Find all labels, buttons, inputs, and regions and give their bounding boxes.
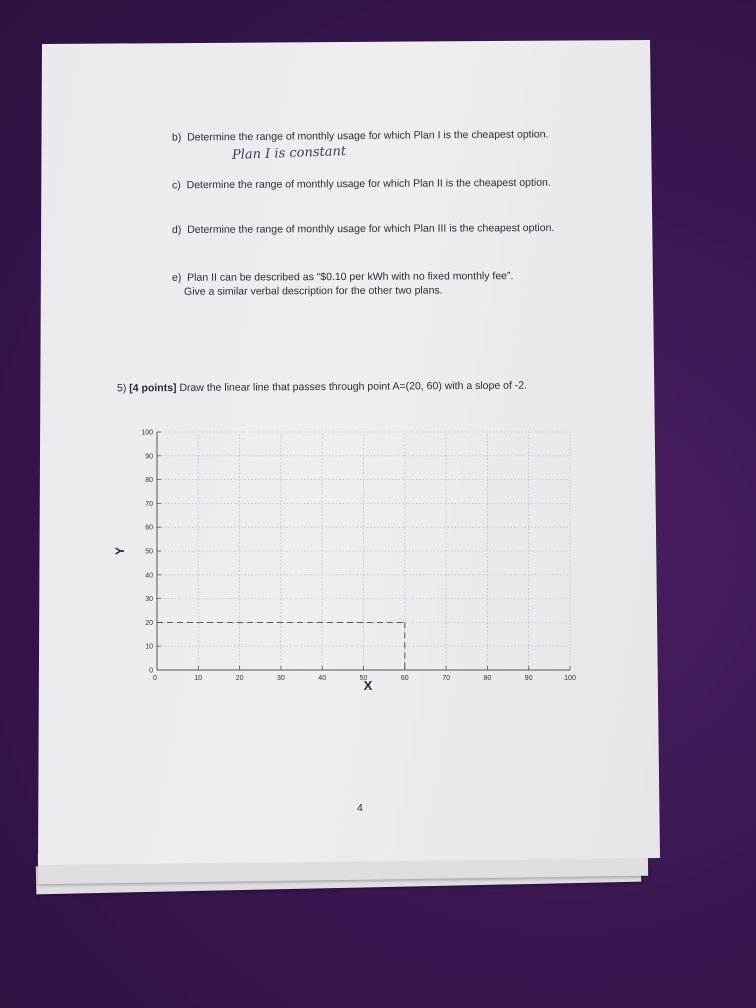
y-tick-label: 80 (145, 477, 153, 485)
problem-5-number: 5) (116, 382, 127, 395)
y-tick-label: 60 (145, 524, 153, 532)
x-tick-label: 30 (277, 675, 285, 682)
y-axis-label: Y (113, 546, 127, 556)
question-e-letter: e) (171, 271, 182, 284)
x-tick-label: 60 (400, 675, 409, 682)
question-c-letter: c) (171, 179, 181, 192)
y-tick-label: 100 (141, 429, 153, 437)
y-tick-label: 50 (145, 548, 153, 556)
question-b-letter: b) (171, 131, 182, 144)
x-tick-label: 40 (318, 675, 327, 682)
question-e-line1: Plan II can be described as “$0.10 per kWh with no fixed monthly fee”. (187, 270, 514, 284)
x-tick-label: 100 (564, 675, 576, 682)
x-tick-label: 20 (235, 675, 244, 682)
y-tick-label: 40 (145, 572, 153, 580)
question-d-text: Determine the range of monthly usage for which Plan III is the cheapest option. (187, 221, 555, 236)
tick-labels (141, 430, 576, 683)
x-tick-label: 70 (442, 675, 450, 682)
problem-5-points: [4 points] (129, 382, 177, 395)
question-d-letter: d) (171, 223, 182, 237)
y-tick-label: 20 (145, 619, 153, 627)
page-number: 4 (357, 802, 363, 814)
y-tick-label: 10 (145, 643, 153, 651)
x-tick-label: 80 (483, 675, 492, 682)
x-tick-label: 10 (194, 675, 203, 682)
handwritten-answer: Plan I is constant (231, 144, 347, 163)
x-tick-label: 50 (359, 675, 368, 682)
y-tick-label: 30 (145, 596, 153, 604)
x-tick-label: 90 (524, 675, 533, 682)
question-b-text: Determine the range of monthly usage for which Plan I is the cheapest option. (187, 128, 549, 144)
question-c-text: Determine the range of monthly usage for which Plan II is the cheapest option. (186, 176, 551, 192)
y-tick-label: 90 (145, 453, 153, 461)
y-tick-label: 0 (149, 667, 153, 675)
x-axis-label: X (363, 678, 373, 693)
grid-lines (157, 432, 570, 670)
problem-5-text: Draw the linear line that passes through point A=(20, 60) with a slope of -2. (179, 379, 528, 394)
question-e-line2: Give a similar verbal description for the other two plans. (184, 284, 443, 298)
x-tick-label: 0 (153, 675, 157, 682)
y-tick-label: 70 (145, 500, 153, 508)
